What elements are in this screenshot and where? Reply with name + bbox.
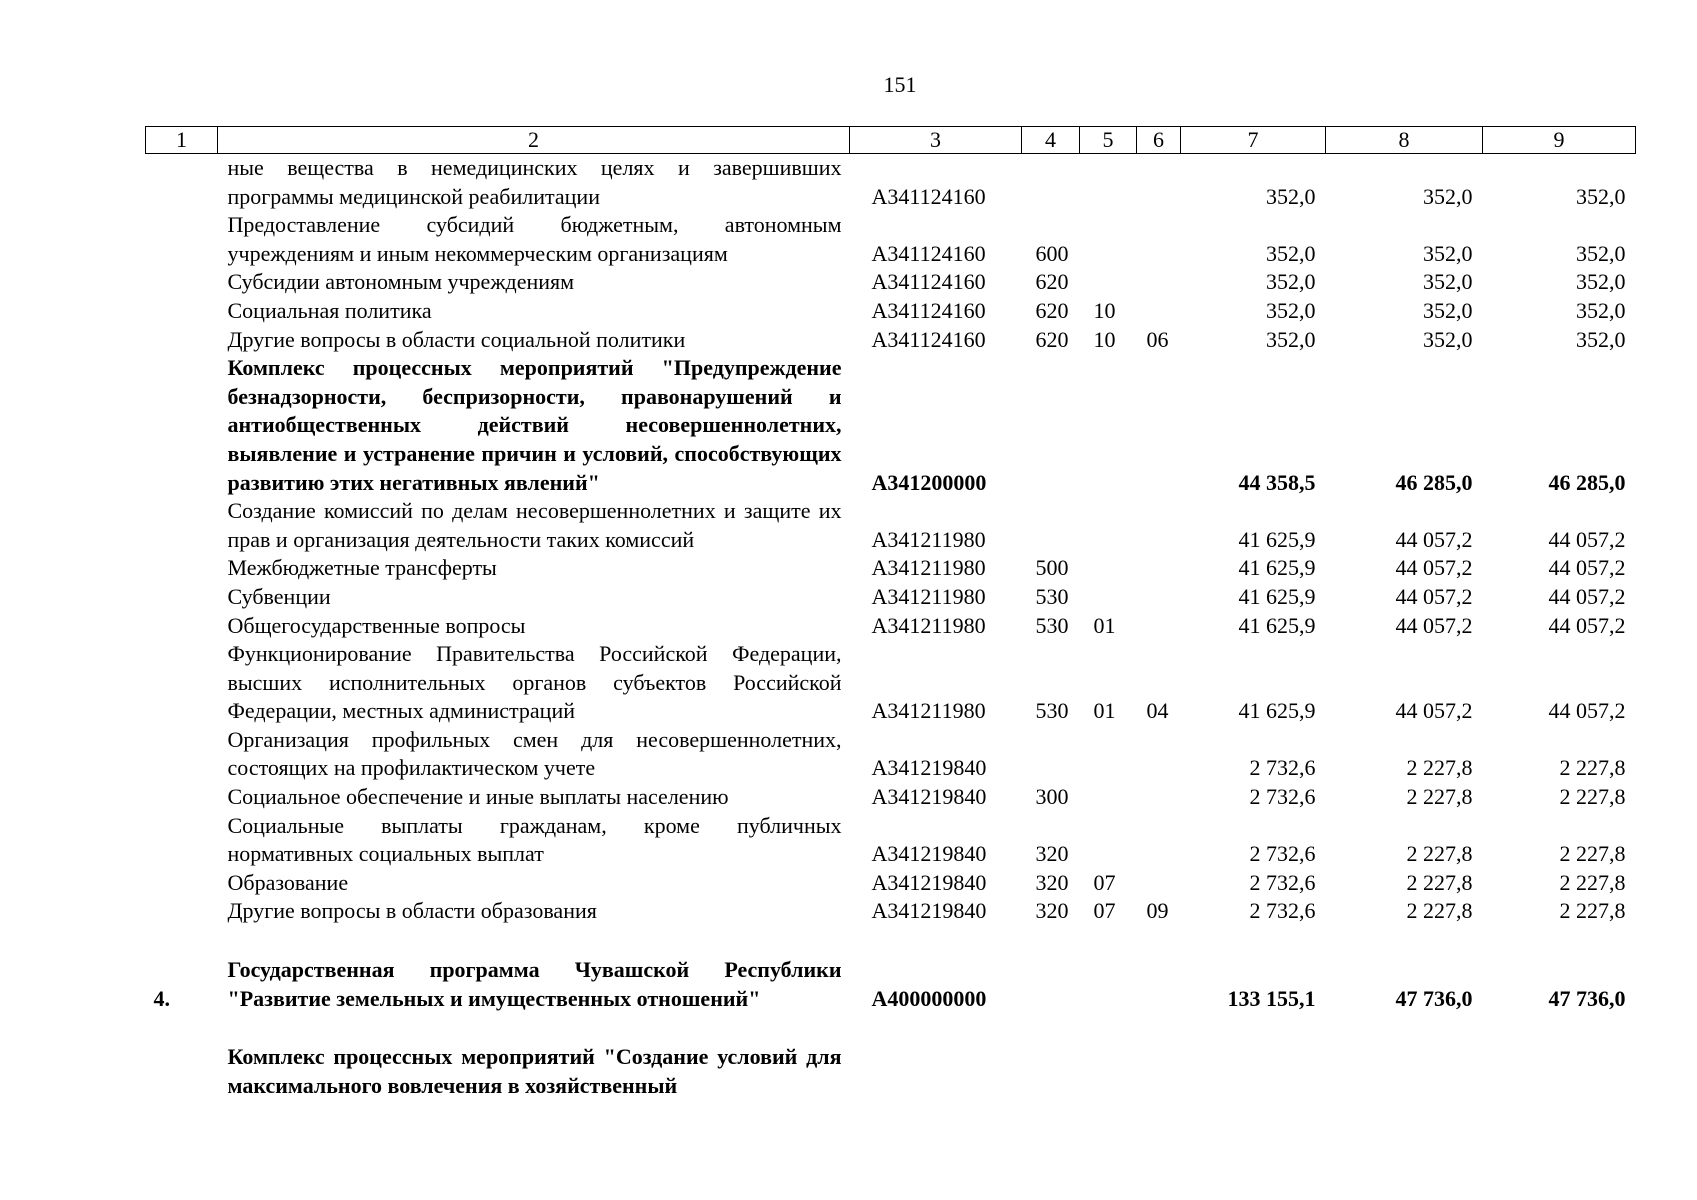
row-value-col9: 2 227,8 [1559, 869, 1626, 895]
row-name: Социальная политика [227, 297, 432, 323]
row-name: Комплекс процессных мероприятий "Создание условий для максимального вовлечения в хозяйственный [227, 1044, 842, 1098]
row-number [146, 869, 218, 898]
row-value-col7: 41 625,9 [1238, 583, 1316, 609]
row-number: 4. [153, 985, 170, 1011]
table-row [146, 154, 1636, 212]
row-value-col9: 44 057,2 [1548, 612, 1626, 638]
row-section [1080, 726, 1137, 783]
row-value-col8: 352,0 [1423, 240, 1473, 266]
row-number [146, 297, 218, 326]
row-expense-type: 620 [1035, 326, 1069, 352]
header-cell-1: 1 [146, 127, 218, 154]
row-subsection [1137, 583, 1181, 612]
row-value-col9: 352,0 [1576, 326, 1626, 352]
row-name: Предоставление субсидий бюджетным, автономным учреждениям и иным некоммерческим организациям [227, 212, 842, 266]
row-expense-type: 530 [1035, 612, 1069, 638]
row-value-col9: 47 736,0 [1548, 985, 1626, 1011]
table-row [146, 297, 1636, 326]
row-value-col7 [1181, 1043, 1326, 1100]
row-number [146, 897, 218, 926]
row-value-col9: 46 285,0 [1548, 469, 1626, 495]
row-value-col9 [1483, 1043, 1636, 1100]
row-expense-type [1022, 1043, 1080, 1100]
row-value-col8: 2 227,8 [1406, 755, 1473, 781]
row-value-col9: 352,0 [1576, 183, 1626, 209]
row-value-col9: 2 227,8 [1559, 898, 1626, 924]
row-name: Комплекс процессных мероприятий "Предупреждение безнадзорности, беспризорности, правонарушений и антиобщественных действий несовершеннолетних, выявление и устранение причин и условий, способствующих развитию этих негативных явлений" [227, 355, 842, 495]
row-section: 07 [1093, 898, 1116, 924]
row-value-col9: 44 057,2 [1548, 555, 1626, 581]
row-number [146, 612, 218, 641]
row-number [146, 783, 218, 812]
row-subsection [1137, 354, 1181, 497]
row-name: Общегосударственные вопросы [227, 612, 526, 638]
header-cell-9: 9 [1483, 127, 1636, 154]
row-value-col8: 46 285,0 [1395, 469, 1473, 495]
row-subsection [1137, 297, 1181, 326]
row-value-col7: 41 625,9 [1238, 555, 1316, 581]
row-subsection: 06 [1146, 326, 1169, 352]
row-value-col8 [1326, 1043, 1483, 1100]
table-header [146, 127, 1636, 154]
row-code: А341219840 [871, 755, 987, 781]
row-value-col8: 352,0 [1423, 326, 1473, 352]
row-subsection [1137, 154, 1181, 212]
table-row [146, 956, 1636, 1013]
row-number [146, 497, 218, 554]
row-expense-type [1022, 726, 1080, 783]
row-value-col9: 2 227,8 [1559, 841, 1626, 867]
row-value-col7: 2 732,6 [1249, 755, 1316, 781]
row-expense-type: 620 [1035, 297, 1069, 323]
row-value-col9: 44 057,2 [1548, 583, 1626, 609]
table-row [146, 897, 1636, 926]
row-code: А341124160 [871, 240, 986, 266]
row-value-col8: 44 057,2 [1395, 698, 1473, 724]
header-cell-8: 8 [1326, 127, 1483, 154]
row-value-col7: 44 358,5 [1238, 469, 1316, 495]
row-value-col7: 41 625,9 [1238, 526, 1316, 552]
table-row [146, 783, 1636, 812]
row-value-col7: 2 732,6 [1249, 898, 1316, 924]
row-value-col7: 2 732,6 [1249, 869, 1316, 895]
row-code: А341219840 [871, 869, 987, 895]
row-value-col7: 352,0 [1266, 183, 1316, 209]
row-expense-type: 320 [1035, 869, 1069, 895]
row-code: А341211980 [871, 583, 986, 609]
row-subsection [1137, 726, 1181, 783]
row-code: А400000000 [871, 985, 987, 1011]
row-value-col9: 352,0 [1576, 269, 1626, 295]
row-number [146, 154, 218, 212]
row-name: Функционирование Правительства Российской Федерации, высших исполнительных органов субъектов Российской Федерации, местных администраций [227, 641, 842, 724]
row-section [1080, 354, 1137, 497]
row-value-col7: 352,0 [1266, 297, 1316, 323]
spacer-row [146, 1013, 1636, 1043]
page-number: 151 [883, 72, 917, 97]
row-number [146, 268, 218, 297]
row-section: 10 [1093, 297, 1116, 323]
table-row [146, 497, 1636, 554]
budget-table [145, 126, 1636, 1100]
row-name: Субсидии автономным учреждениям [227, 269, 575, 295]
row-value-col7: 352,0 [1266, 240, 1316, 266]
row-expense-type [1022, 497, 1080, 554]
row-name: Образование [227, 869, 349, 895]
row-value-col8: 352,0 [1423, 297, 1473, 323]
row-section [1080, 211, 1137, 268]
budget-table-container [145, 126, 1635, 1100]
row-number [146, 726, 218, 783]
row-number [146, 583, 218, 612]
row-name: Другие вопросы в области социальной политики [227, 326, 686, 352]
header-cell-5: 5 [1080, 127, 1137, 154]
header-cell-4: 4 [1022, 127, 1080, 154]
row-code: А341211980 [871, 526, 986, 552]
row-code [850, 1043, 1022, 1100]
row-subsection [1137, 783, 1181, 812]
row-expense-type: 320 [1035, 898, 1069, 924]
row-section [1080, 583, 1137, 612]
table-row [146, 612, 1636, 641]
row-section [1080, 783, 1137, 812]
row-value-col8: 2 227,8 [1406, 898, 1473, 924]
row-value-col9: 44 057,2 [1548, 698, 1626, 724]
row-value-col8: 352,0 [1423, 183, 1473, 209]
table-row [146, 211, 1636, 268]
row-value-col8: 352,0 [1423, 269, 1473, 295]
row-name: Межбюджетные трансферты [227, 555, 497, 581]
row-code: А341124160 [871, 269, 986, 295]
header-row [146, 127, 1636, 154]
row-value-col7: 352,0 [1266, 269, 1316, 295]
row-code: А341219840 [871, 841, 987, 867]
row-expense-type [1022, 956, 1080, 1013]
table-row [146, 354, 1636, 497]
row-value-col8: 44 057,2 [1395, 555, 1473, 581]
row-value-col8: 47 736,0 [1395, 985, 1473, 1011]
row-section [1080, 154, 1137, 212]
row-expense-type: 600 [1035, 240, 1069, 266]
row-section: 10 [1093, 326, 1116, 352]
row-number [146, 640, 218, 726]
row-subsection [1137, 812, 1181, 869]
header-cell-2: 2 [218, 127, 850, 154]
row-section [1080, 812, 1137, 869]
row-value-col8: 44 057,2 [1395, 526, 1473, 552]
spacer-cell [146, 926, 1636, 956]
row-code: А341211980 [871, 612, 986, 638]
header-cell-3: 3 [850, 127, 1022, 154]
row-number [146, 812, 218, 869]
row-section [1080, 1043, 1137, 1100]
row-expense-type: 530 [1035, 583, 1069, 609]
table-row [146, 554, 1636, 583]
table-row [146, 583, 1636, 612]
table-row [146, 268, 1636, 297]
row-number [146, 326, 218, 355]
row-code: А341124160 [871, 326, 986, 352]
table-row [146, 640, 1636, 726]
table-body [146, 154, 1636, 1101]
row-value-col7: 133 155,1 [1227, 985, 1316, 1011]
row-section [1080, 497, 1137, 554]
row-name: Создание комиссий по делам несовершеннолетних и защите их прав и организация деятельности таких комиссий [227, 498, 842, 552]
row-code: А341211980 [871, 698, 986, 724]
table-row [146, 326, 1636, 355]
row-number [146, 211, 218, 268]
row-value-col7: 2 732,6 [1249, 784, 1316, 810]
row-name: Социальное обеспечение и иные выплаты населению [227, 784, 729, 810]
row-code: А341124160 [871, 297, 986, 323]
row-value-col9: 352,0 [1576, 297, 1626, 323]
row-subsection [1137, 268, 1181, 297]
spacer-row [146, 926, 1636, 956]
row-name: Субвенции [227, 583, 331, 609]
row-subsection [1137, 612, 1181, 641]
row-subsection [1137, 497, 1181, 554]
row-expense-type: 300 [1035, 784, 1069, 810]
row-value-col7: 352,0 [1266, 326, 1316, 352]
row-expense-type: 320 [1035, 841, 1069, 867]
row-value-col8: 44 057,2 [1395, 583, 1473, 609]
row-expense-type: 500 [1035, 555, 1069, 581]
row-expense-type [1022, 154, 1080, 212]
row-expense-type [1022, 354, 1080, 497]
row-code: А341211980 [871, 555, 986, 581]
table-row [146, 869, 1636, 898]
row-subsection [1137, 869, 1181, 898]
table-row [146, 1043, 1636, 1100]
table-row [146, 812, 1636, 869]
row-value-col7: 41 625,9 [1238, 612, 1316, 638]
row-subsection: 09 [1146, 898, 1169, 924]
row-name: Другие вопросы в области образования [227, 898, 597, 924]
row-name: ные вещества в немедицинских целях и завершивших программы медицинской реабилитации [227, 155, 842, 209]
row-name: Государственная программа Чувашской Республики "Развитие земельных и имущественных отношений" [227, 957, 842, 1011]
row-subsection [1137, 1043, 1181, 1100]
row-value-col7: 41 625,9 [1238, 698, 1316, 724]
row-number [146, 354, 218, 497]
row-number [146, 554, 218, 583]
row-value-col8: 2 227,8 [1406, 784, 1473, 810]
row-value-col9: 352,0 [1576, 240, 1626, 266]
row-subsection: 04 [1146, 698, 1169, 724]
row-code: А341200000 [871, 469, 987, 495]
row-section: 01 [1093, 612, 1116, 638]
row-value-col8: 2 227,8 [1406, 841, 1473, 867]
row-section: 01 [1093, 698, 1116, 724]
row-section [1080, 268, 1137, 297]
row-section [1080, 956, 1137, 1013]
row-subsection [1137, 211, 1181, 268]
header-cell-7: 7 [1181, 127, 1326, 154]
row-expense-type: 620 [1035, 269, 1069, 295]
row-code: А341124160 [871, 183, 986, 209]
row-name: Организация профильных смен для несовершеннолетних, состоящих на профилактическом учете [227, 726, 842, 781]
row-value-col9: 2 227,8 [1559, 784, 1626, 810]
row-name: Социальные выплаты гражданам, кроме публичных нормативных социальных выплат [227, 812, 842, 867]
header-cell-6: 6 [1137, 127, 1181, 154]
row-section [1080, 554, 1137, 583]
row-value-col9: 2 227,8 [1559, 755, 1626, 781]
row-subsection [1137, 956, 1181, 1013]
row-value-col9: 44 057,2 [1548, 526, 1626, 552]
row-expense-type: 530 [1035, 698, 1069, 724]
row-code: А341219840 [871, 784, 987, 810]
row-code: А341219840 [871, 898, 987, 924]
row-number [146, 1043, 218, 1100]
row-value-col8: 44 057,2 [1395, 612, 1473, 638]
spacer-cell [146, 1013, 1636, 1043]
row-subsection [1137, 554, 1181, 583]
row-section: 07 [1093, 869, 1116, 895]
row-value-col7: 2 732,6 [1249, 841, 1316, 867]
table-row [146, 726, 1636, 783]
row-value-col8: 2 227,8 [1406, 869, 1473, 895]
